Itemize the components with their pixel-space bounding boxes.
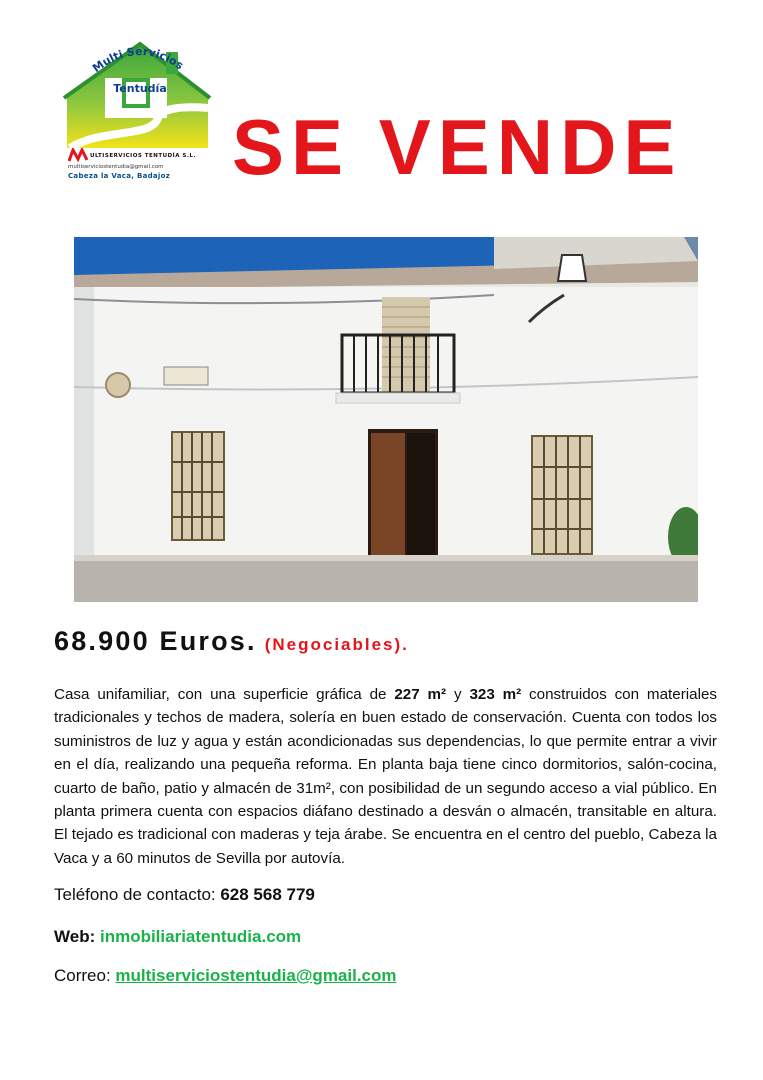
price-line <box>54 626 409 657</box>
logo-sub-text: Tentudía <box>113 82 167 95</box>
price-note: (Negociables). <box>264 635 409 654</box>
logo-company-name: ULTISERVICIOS TENTUDÍA S.L. <box>90 153 197 159</box>
description-area-1: 227 m² <box>394 686 447 703</box>
description-text-2: y <box>446 686 470 703</box>
logo-arc-text: Multi Servicios <box>90 44 186 76</box>
logo-town: Cabeza la Vaca, Badajoz <box>68 172 171 180</box>
mail-label: Correo: <box>54 966 116 985</box>
mail-link[interactable]: multiserviciostentudia@gmail.com <box>115 966 397 985</box>
description-text-1: Casa unifamiliar, con una superficie gráfica de <box>54 686 395 703</box>
company-logo <box>62 38 212 188</box>
contact-mail <box>54 966 397 986</box>
house-logo-icon <box>62 38 212 150</box>
description-text-3: construidos con materiales tradicionales y techos de madera, solería en buen estado de conservación. Cuenta con todos los suministros de luz y agua y están acondicionadas sus dependencias, lo que permite entrar a vivir en el día, realizando una pequeña reforma. En planta baja tiene cinco dormitorios, salón-cocina, cuarto de baño, patio y almacén de 31m², con posibilidad de un segundo acceso a vial público. En planta primera cuenta con espacios diáfano destinado a desván o almacén, transitable en altura. El tejado es tradicional con maderas y teja árabe. Se encuentra en el centro del pueblo, Cabeza la Vaca y a 60 minutos de Sevilla por autovía. <box>54 686 717 867</box>
headline-se-vende: SE VENDE <box>232 103 683 191</box>
phone-label: Teléfono de contacto: <box>54 885 221 904</box>
web-link[interactable]: inmobiliariatentudia.com <box>99 927 302 946</box>
m-wave-icon <box>68 148 90 162</box>
description-area-2: 323 m² <box>469 686 522 703</box>
contact-phone <box>54 885 315 905</box>
web-label: Web: <box>54 927 100 946</box>
logo-email: multiserviciostentudia@gmail.com <box>68 164 164 170</box>
phone-number[interactable]: 628 568 779 <box>220 885 315 904</box>
house-photo <box>74 237 698 602</box>
price-amount: 68.900 Euros. <box>54 626 257 656</box>
contact-web <box>54 927 301 947</box>
property-description <box>54 683 717 870</box>
house-facade-photo-icon <box>74 237 698 602</box>
